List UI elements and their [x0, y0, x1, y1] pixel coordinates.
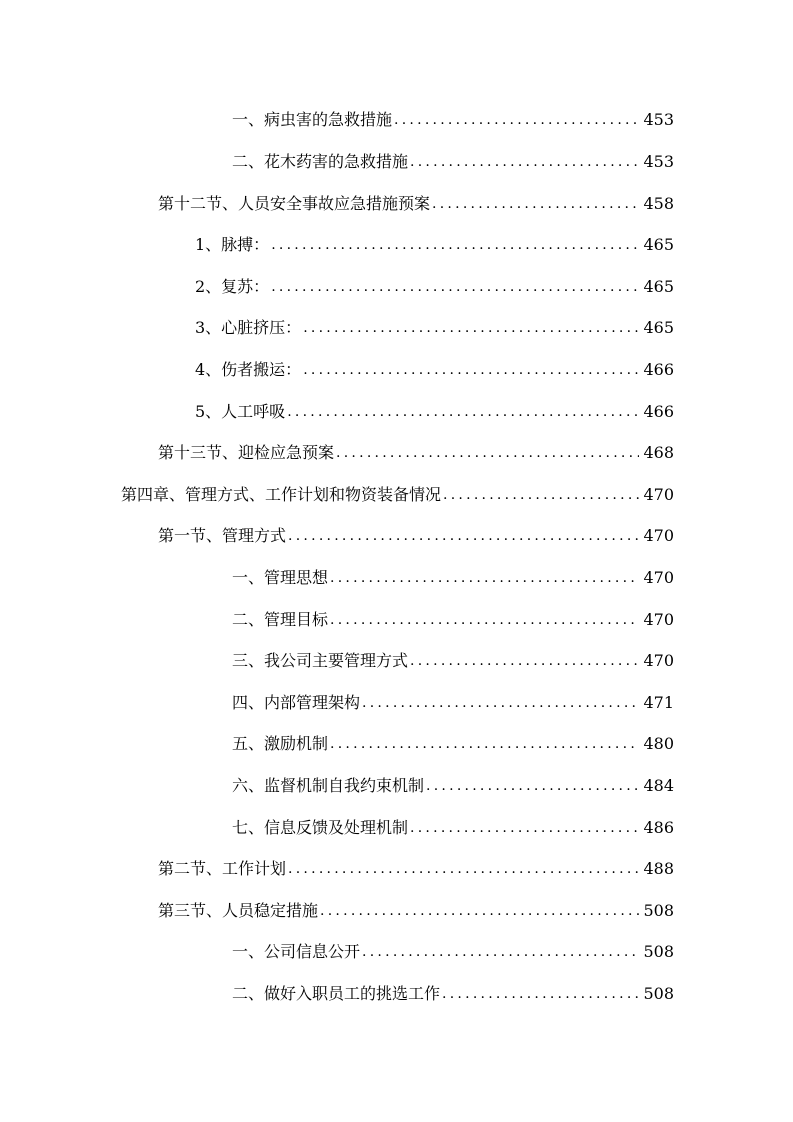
toc-entry-title: 第一节、管理方式	[158, 526, 287, 545]
dot-leader	[432, 194, 639, 214]
toc-entry-page: 480	[643, 734, 674, 753]
toc-entry[interactable]	[158, 437, 674, 463]
toc-entry-page: 465	[643, 277, 674, 296]
toc-entry-page: 488	[643, 859, 674, 878]
toc-entry[interactable]	[158, 895, 674, 921]
toc-entry[interactable]	[195, 312, 674, 338]
dot-leader	[443, 485, 639, 505]
toc-entry-page: 466	[643, 402, 674, 421]
dot-leader	[330, 610, 639, 630]
dot-leader	[271, 277, 639, 297]
toc-entry-page: 484	[643, 776, 674, 795]
toc-entry-page: 458	[643, 194, 674, 213]
toc-entry-page: 508	[643, 901, 674, 920]
dot-leader	[271, 235, 639, 255]
toc-entry[interactable]	[195, 229, 674, 255]
toc-entry-page: 486	[643, 818, 674, 837]
toc-entry[interactable]	[195, 354, 674, 380]
toc-entry-title: 二、花木药害的急救措施	[232, 152, 409, 171]
toc-entry-page: 468	[643, 443, 674, 462]
toc-entry-title: 一、公司信息公开	[232, 942, 361, 961]
dot-leader	[330, 734, 639, 754]
toc-entry-title: 七、信息反馈及处理机制	[232, 818, 409, 837]
toc-entry[interactable]	[232, 146, 674, 172]
toc-entry-title: 四、内部管理架构	[232, 693, 361, 712]
toc-entry-page: 508	[643, 984, 674, 1003]
toc-entry-title: 二、管理目标	[232, 610, 329, 629]
dot-leader	[442, 984, 639, 1004]
dot-leader	[410, 651, 639, 671]
toc-entry-page: 508	[643, 942, 674, 961]
dot-leader	[410, 152, 639, 172]
toc-entry-title: 六、监督机制自我约束机制	[232, 776, 425, 795]
toc-entry-title: 五、激励机制	[232, 734, 329, 753]
toc-entry-title: 4、伤者搬运：	[195, 360, 302, 379]
toc-entry-title: 3、心脏挤压：	[195, 318, 302, 337]
toc-entry[interactable]	[121, 479, 674, 505]
toc-entry[interactable]	[158, 853, 674, 879]
toc-entry[interactable]	[232, 936, 674, 962]
toc-entry-title: 1、脉搏：	[195, 235, 270, 254]
toc-entry-title: 5、人工呼吸	[195, 402, 286, 421]
toc-entry-title: 第二节、工作计划	[158, 859, 287, 878]
toc-entry-title: 二、做好入职员工的挑选工作	[232, 984, 441, 1003]
toc-entry-title: 一、管理思想	[232, 568, 329, 587]
toc-entry[interactable]	[232, 770, 674, 796]
dot-leader	[362, 942, 639, 962]
toc-entry[interactable]	[158, 520, 674, 546]
toc-entry[interactable]	[232, 645, 674, 671]
toc-entry-title: 一、病虫害的急救措施	[232, 110, 393, 129]
dot-leader	[330, 568, 639, 588]
toc-entry[interactable]	[232, 604, 674, 630]
toc-entry-page: 465	[643, 318, 674, 337]
toc-entry-page: 470	[643, 610, 674, 629]
toc-entry[interactable]	[232, 687, 674, 713]
toc-entry[interactable]	[232, 812, 674, 838]
toc-entry-title: 第三节、人员稳定措施	[158, 901, 319, 920]
dot-leader	[394, 110, 639, 130]
toc-entry[interactable]	[232, 104, 674, 130]
toc-entry-page: 453	[643, 110, 674, 129]
dot-leader	[287, 402, 639, 422]
toc-entry-page: 453	[643, 152, 674, 171]
dot-leader	[303, 360, 639, 380]
toc-entry[interactable]	[158, 188, 674, 214]
toc-entry-page: 470	[643, 651, 674, 670]
dot-leader	[320, 901, 639, 921]
toc-entry[interactable]	[232, 562, 674, 588]
toc-entry-page: 471	[643, 693, 674, 712]
dot-leader	[362, 693, 639, 713]
toc-entry-title: 第十二节、人员安全事故应急措施预案	[158, 194, 431, 213]
toc-entry-title: 第四章、管理方式、工作计划和物资装备情况	[121, 485, 442, 504]
toc-entry-title: 2、复苏：	[195, 277, 270, 296]
toc-entry[interactable]	[195, 396, 674, 422]
toc-entry-page: 470	[643, 568, 674, 587]
dot-leader	[288, 859, 639, 879]
toc-entry[interactable]	[232, 978, 674, 1004]
dot-leader	[410, 818, 639, 838]
toc-entry-title: 三、我公司主要管理方式	[232, 651, 409, 670]
toc-entry-page: 470	[643, 526, 674, 545]
toc-entry-title: 第十三节、迎检应急预案	[158, 443, 335, 462]
toc-entry[interactable]	[232, 728, 674, 754]
dot-leader	[303, 318, 639, 338]
toc-entry-page: 465	[643, 235, 674, 254]
toc-entry[interactable]	[195, 271, 674, 297]
dot-leader	[336, 443, 639, 463]
dot-leader	[288, 526, 639, 546]
toc-entry-page: 466	[643, 360, 674, 379]
toc-entry-page: 470	[643, 485, 674, 504]
dot-leader	[426, 776, 639, 796]
